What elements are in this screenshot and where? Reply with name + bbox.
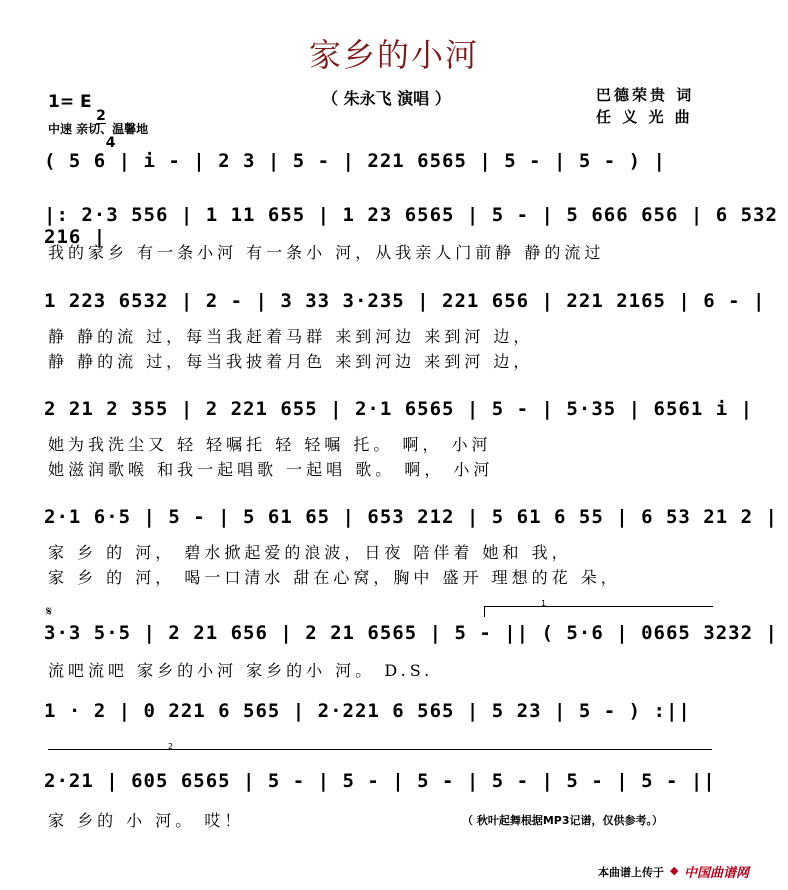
first-ending-label: 1	[541, 599, 547, 608]
notation-line-5: 2·1 6·5 | 5 - | 5 61 65 | 653 212 | 5 61 6 55 | 6 53 21 2 |	[44, 506, 778, 528]
time-bottom: 4	[105, 135, 116, 151]
notation-line-7: 1 · 2 | 0 221 6 565 | 2·221 6 565 | 5 23 | 5 - ) :||	[44, 700, 691, 722]
first-ending-bracket	[484, 599, 713, 617]
second-ending-label: 2	[168, 742, 174, 751]
site-logo-text: 中国曲谱网	[684, 866, 750, 881]
lyric-line-5-verse-2: 家 乡 的 河， 喝一口清水 甜在心窝，胸中 盛开 理想的花 朵，	[48, 568, 621, 587]
notation-line-2: |: 2·3 556 | 1 11 655 | 1 23 6565 | 5 - | 5 666 656 | 6 532 216 |	[44, 204, 778, 248]
notation-line-3: 1 223 6532 | 2 - | 3 33 3·235 | 221 656 | 221 2165 | 6 - |	[44, 290, 766, 312]
time-top: 2	[96, 108, 106, 124]
lyric-line-3-verse-2: 静 静的流 过，每当我披着月色 来到河边 来到河 边，	[48, 352, 534, 371]
transcription-note: （ 秋叶起舞根据MP3记谱，仅供参考。）	[462, 814, 663, 827]
composer-credit: 任 义 光 曲	[596, 108, 693, 126]
lyric-line-6-verse-1: 流吧流吧 家乡的小河 家乡的小 河。 D.S.	[48, 661, 434, 680]
notation-line-8: 2·21 | 605 6565 | 5 - | 5 - | 5 - | 5 - | 5 - | 5 - ||	[44, 770, 716, 792]
notation-line-6: 3·3 5·5 | 2 21 656 | 2 21 6565 | 5 - || ( 5·6 | 0665 3232 |	[44, 622, 778, 644]
tempo-marking: 中速 亲切、温馨地	[48, 122, 149, 136]
key-signature: 1= E	[48, 92, 92, 112]
singer-credit: （ 朱永飞 演唱 ）	[322, 89, 451, 108]
lyric-line-3-verse-1: 静 静的流 过，每当我赶着马群 来到河边 来到河 边，	[48, 327, 534, 346]
notation-line-1: ( 5 6 | i - | 2 3 | 5 - | 221 6565 | 5 - | 5 - ) |	[44, 150, 666, 172]
notation-line-4: 2 21 2 355 | 2 221 655 | 2·1 6565 | 5 - | 5·35 | 6561 i |	[44, 398, 754, 420]
song-title: 家乡的小河	[308, 36, 479, 74]
second-ending-bracket	[48, 742, 712, 760]
lyric-line-4-verse-1: 她为我洗尘又 轻 轻嘱托 轻 轻嘱 托。 啊， 小河	[48, 435, 492, 454]
lyric-line-4-verse-2: 她滋润歌喉 和我一起唱歌 一起唱 歌。 啊， 小河	[48, 460, 494, 479]
upload-credit: 本曲谱上传于	[598, 866, 664, 879]
segno-sign: 𝄋	[46, 604, 53, 620]
lyric-line-2-verse-1: 我的家乡 有一条小河 有一条小 河，从我亲人门前静 静的流过	[48, 243, 605, 262]
site-logo-icon: ◆	[670, 864, 679, 877]
lyric-line-8-verse-1: 家 乡的 小 河。 哎！	[48, 811, 245, 830]
lyric-line-5-verse-1: 家 乡 的 河， 碧水掀起爱的浪波，日夜 陪伴着 她和 我，	[48, 543, 572, 562]
lyricist-credit: 巴德荣贵 词	[596, 86, 695, 104]
time-signature	[96, 84, 116, 150]
